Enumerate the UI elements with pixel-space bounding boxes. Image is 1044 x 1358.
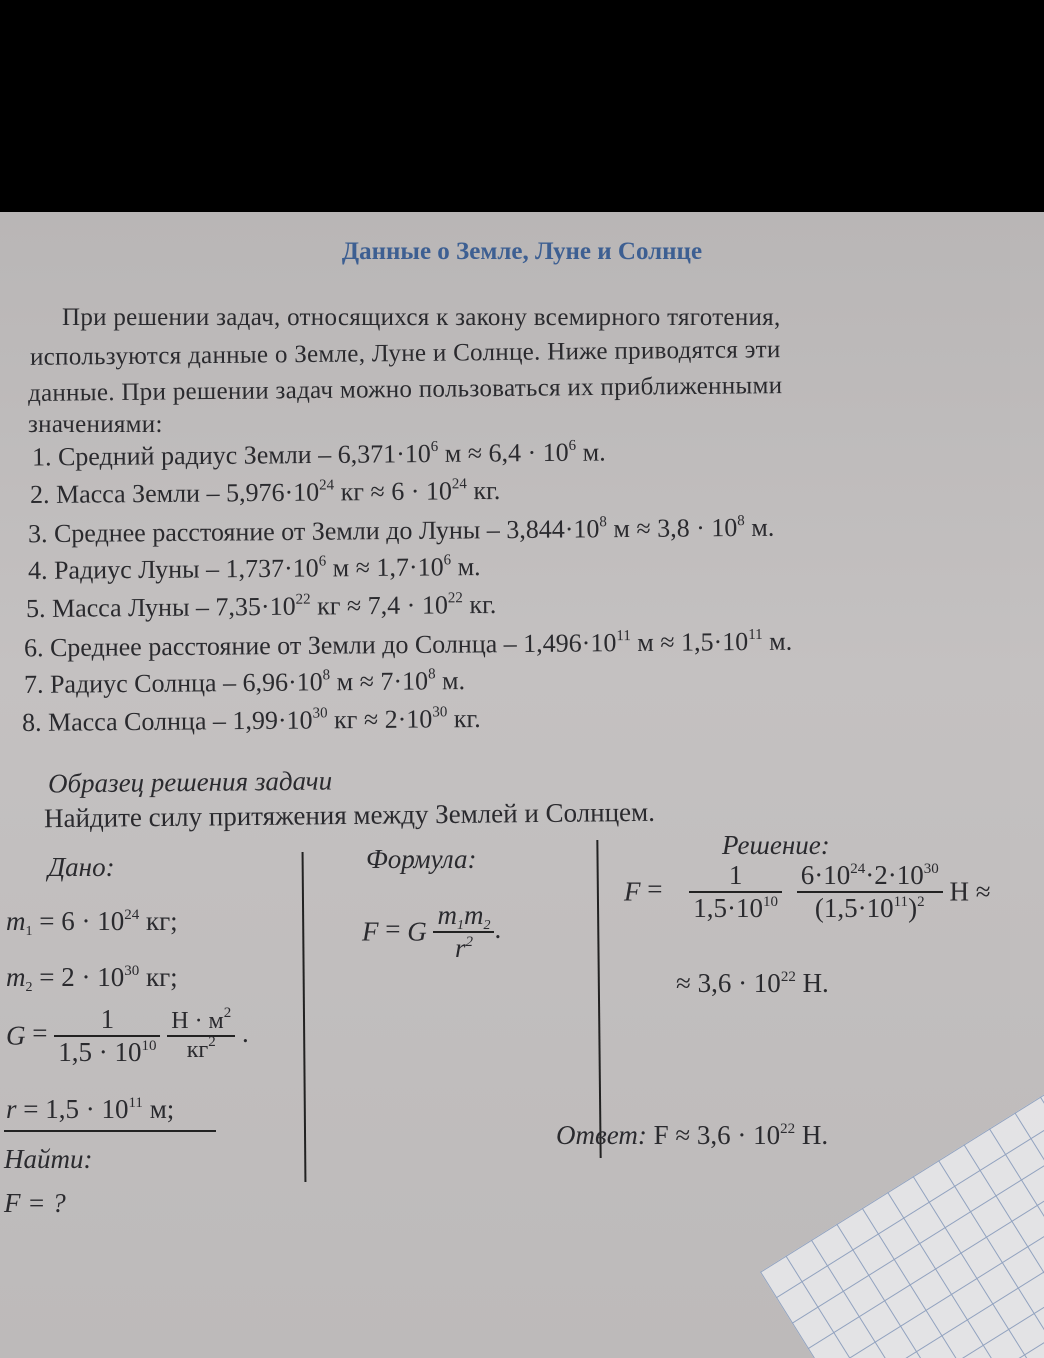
- divider-right: [596, 840, 601, 1158]
- intro-line-1: При решении задач, относящихся к закону всемирного тяготения,: [62, 304, 781, 331]
- data-item: 2. Масса Земли – $5,976\cdot 10^{24}$ кг ≈ $6 \cdot 10^{24}$ кг.: [29, 475, 501, 510]
- data-item: 4. Радиус Луны – $1,737\cdot 10^6$ $м \approx 1,7\cdot 10^6$ м.: [27, 552, 481, 585]
- given-m2: $m_2 = 2 \cdot 10^{30}$ кг;: [6, 962, 178, 995]
- sample-heading: Образец решения задачи: [47, 765, 333, 799]
- textbook-page: [0, 212, 1044, 1358]
- formula: F = G $\frac{m_1m_2}{r^2}$ .: [362, 900, 502, 963]
- given-m1: $m_1 = 6 \cdot 10^{24}$ кг;: [6, 906, 178, 939]
- formula-label: Формула:: [366, 844, 477, 874]
- data-item: 1. Средний радиус Земли – $6,371\cdot 10^6$ $м \approx 6,4 \cdot 10^6$ м.: [31, 437, 606, 472]
- data-item: 6. Среднее расстояние от Земли до Солнца – $1,496\cdot 10^{11}$ $м \approx 1,5\cdot 10^{11}$ м.: [23, 626, 793, 663]
- data-item: 7. Радиус Солнца – $6,96\cdot 10^8$ $м \approx 7\cdot 10^8$ м.: [23, 666, 466, 699]
- find-label: Найти:: [4, 1144, 93, 1174]
- sample-problem: Найдите силу притяжения между Землей и Солнцем.: [43, 796, 656, 834]
- intro-line-2: используются данные о Земле, Луне и Солнце. Ниже приводятся эти: [29, 336, 781, 371]
- data-item: 8. Масса Солнца – $1,99\cdot 10^{30}$ кг ≈ $2\cdot 10^{30}$ кг.: [21, 703, 481, 738]
- given-r: $r = 1,5 \cdot 10^{11}$ м;: [6, 1094, 175, 1124]
- page-title: Данные о Земле, Луне и Солнце: [341, 238, 703, 265]
- intro-line-4: значениями:: [28, 411, 163, 438]
- intro-line-3: данные. При решении задач можно пользоваться их приближенными: [27, 372, 783, 407]
- solution-formula: F = $\frac{1}{1,5\cdot 10^{10}}$ $\frac{6\cdot 10^{24}\cdot 2\cdot 10^{30}}{(1,5\cdot 10^{11})^2}$ Н ≈: [624, 860, 991, 923]
- data-item: 3. Среднее расстояние от Земли до Луны – $3,844\cdot 10^8$ $м \approx 3,8 \cdot 10^8$ м.: [27, 512, 775, 549]
- divider-left: [302, 852, 307, 1182]
- find-value: F = ?: [4, 1188, 66, 1218]
- data-item: 5. Масса Луны – $7,35\cdot 10^{22}$ кг ≈ $7,4 \cdot 10^{22}$ кг.: [25, 589, 497, 624]
- solution-result: ≈ $3,6 \cdot 10^{22}$ Н.: [676, 968, 829, 998]
- solution-label: Решение:: [722, 830, 830, 860]
- given-underline: [4, 1130, 216, 1132]
- answer: Ответ: $F \approx 3,6 \cdot 10^{22}$ Н.: [556, 1120, 829, 1150]
- notebook-corner: [760, 1049, 1044, 1358]
- given-label: Дано:: [48, 852, 115, 882]
- given-g: G = $\frac{1}{1,5 \cdot 10^{10}}$ $\frac{Н \cdot м^2}{кг^2}$ .: [6, 1004, 249, 1067]
